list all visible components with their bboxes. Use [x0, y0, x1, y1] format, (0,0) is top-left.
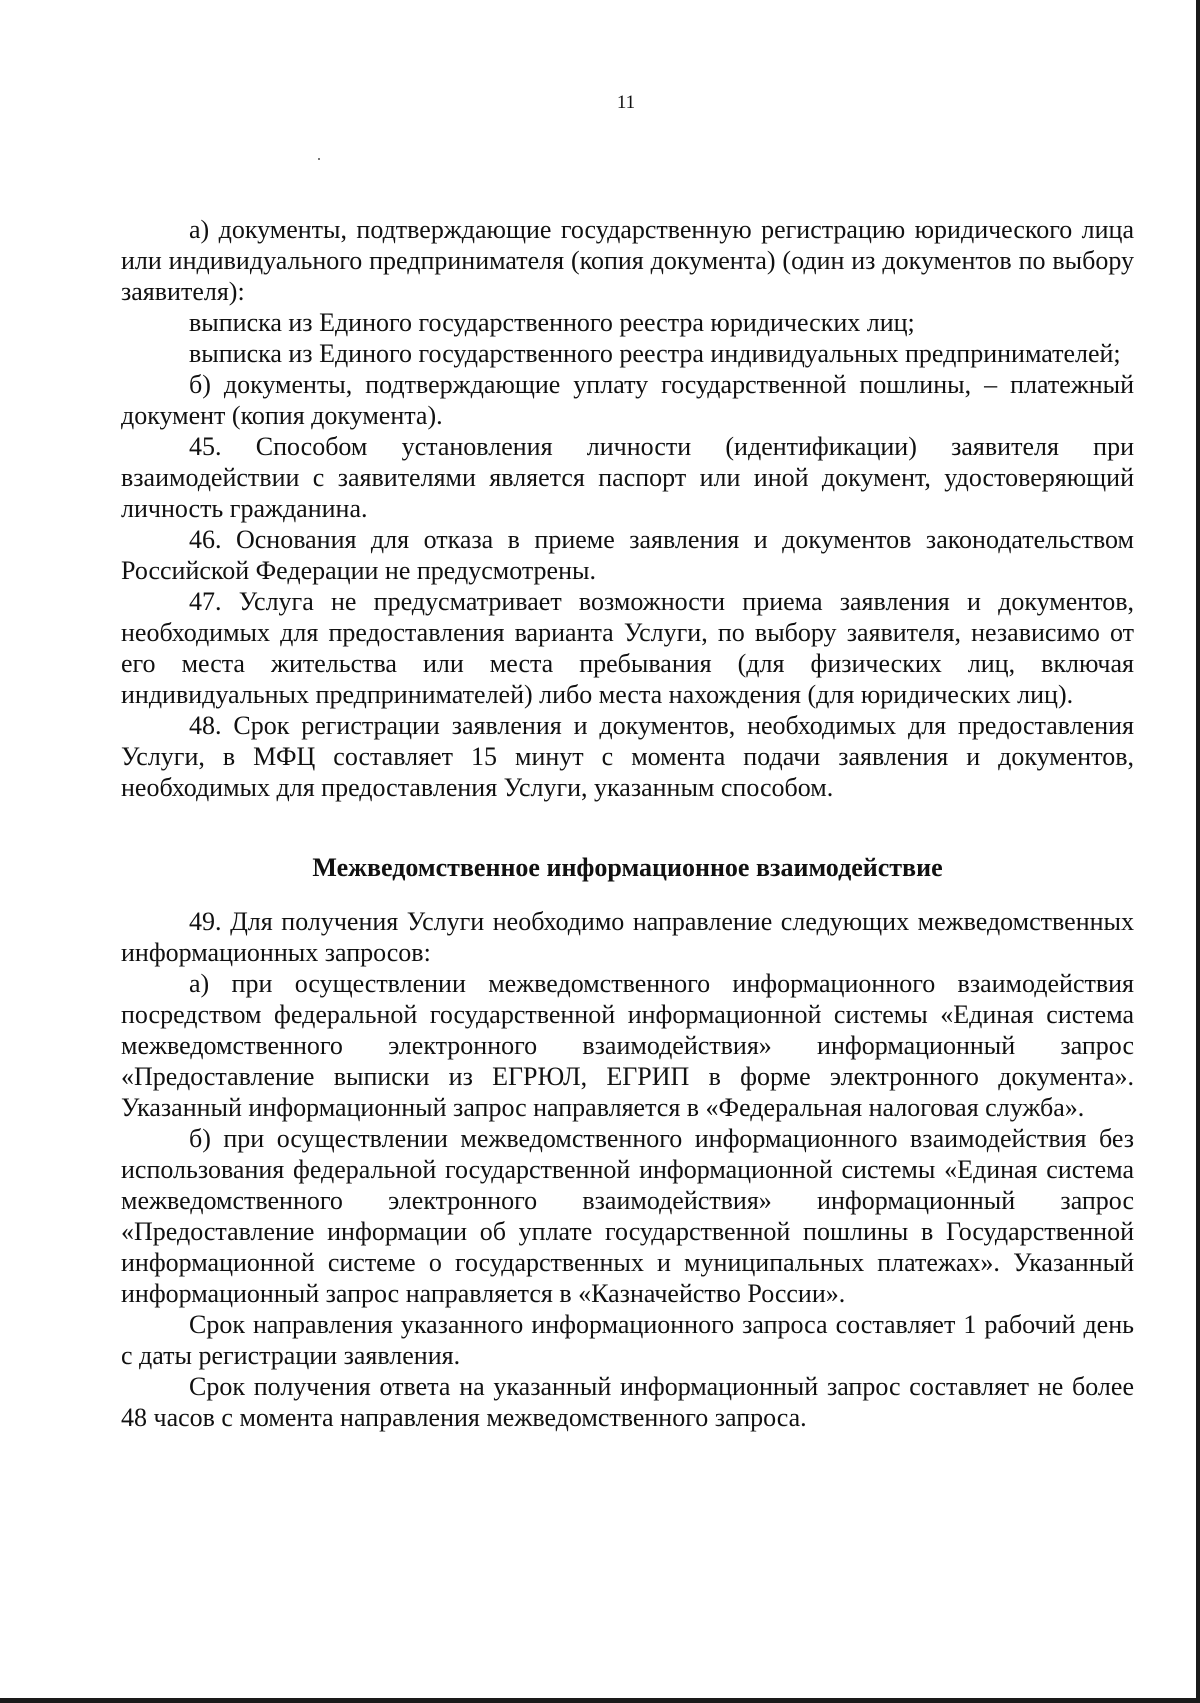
paragraph-49-b: б) при осуществлении межведомственного информационного взаимодействия без использования федеральной государственной информационной системы «Единая система межведомственного электронного взаимодействия» информационный запрос «Предоставление информации об уплате государственной пошлины в Государственной информационной системе о государственных и муниципальных платежах». Указанный информационный запрос направляется в «Казначейство России».	[121, 1124, 1134, 1308]
paragraph-response-deadline: Срок получения ответа на указанный информационный запрос составляет не более 48 часов с момента направления межведомственного запроса.	[121, 1372, 1134, 1432]
document-body	[121, 214, 1134, 1433]
paragraph-46: 46. Основания для отказа в приеме заявления и документов законодательством Российской Федерации не предусмотрены.	[121, 525, 1134, 585]
scan-speck	[318, 158, 320, 160]
paragraph-45: 45. Способом установления личности (идентификации) заявителя при взаимодействии с заявителями является паспорт или иной документ, удостоверяющий личность гражданина.	[121, 432, 1134, 523]
paragraph-registration-docs: а) документы, подтверждающие государственную регистрацию юридического лица или индивидуального предпринимателя (копия документа) (один из документов по выбору заявителя):	[121, 215, 1134, 306]
section-heading: Межведомственное информационное взаимодействие	[312, 853, 943, 882]
paragraph-fee-docs: б) документы, подтверждающие уплату государственной пошлины, – платежный документ (копия документа).	[121, 370, 1134, 430]
scan-edge-right	[1196, 0, 1200, 1703]
paragraph-egrip-extract: выписка из Единого государственного реестра индивидуальных предпринимателей;	[189, 339, 1121, 368]
paragraph-request-deadline: Срок направления указанного информационного запроса составляет 1 рабочий день с даты регистрации заявления.	[121, 1310, 1134, 1370]
page-number: 11	[616, 92, 636, 113]
scan-edge-bottom	[0, 1698, 1200, 1703]
paragraph-egrul-extract: выписка из Единого государственного реестра юридических лиц;	[189, 308, 915, 337]
paragraph-47: 47. Услуга не предусматривает возможности приема заявления и документов, необходимых для предоставления варианта Услуги, по выбору заявителя, независимо от его места жительства или места пребывания (для физических лиц, включая индивидуальных предпринимателей) либо места нахождения (для юридических лиц).	[121, 587, 1134, 709]
paragraph-49: 49. Для получения Услуги необходимо направление следующих межведомственных информационных запросов:	[121, 907, 1134, 967]
paragraph-49-a: а) при осуществлении межведомственного информационного взаимодействия посредством федеральной государственной информационной системы «Единая система межведомственного электронного взаимодействия» информационный запрос «Предоставление выписки из ЕГРЮЛ, ЕГРИП в форме электронного документа». Указанный информационный запрос направляется в «Федеральная налоговая служба».	[121, 969, 1134, 1122]
paragraph-48: 48. Срок регистрации заявления и документов, необходимых для предоставления Услуги, в МФЦ составляет 15 минут с момента подачи заявления и документов, необходимых для предоставления Услуги, указанным способом.	[121, 711, 1134, 802]
